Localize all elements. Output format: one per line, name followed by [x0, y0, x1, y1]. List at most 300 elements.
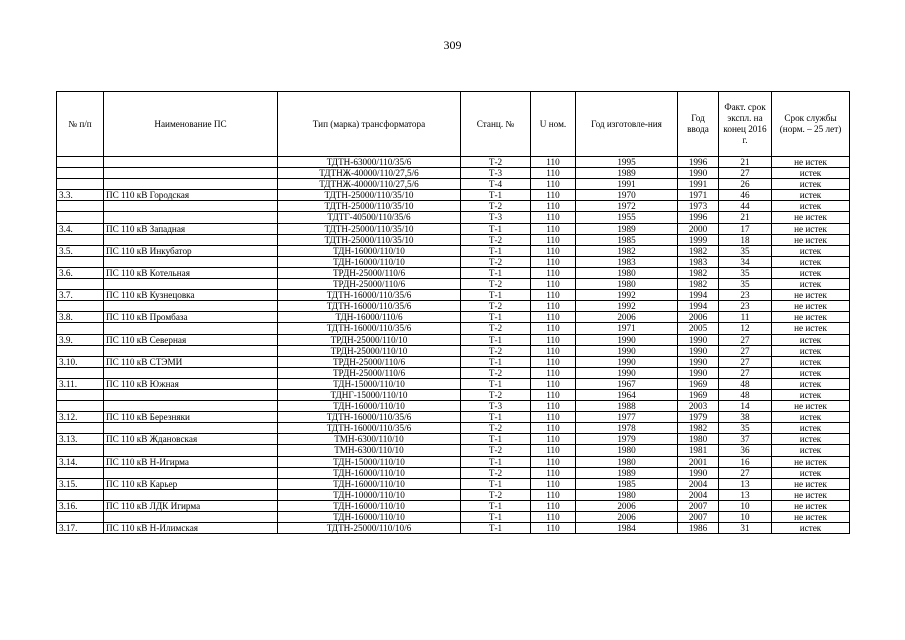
cell-year-manufactured: 1992: [576, 301, 678, 312]
cell-num: 3.12.: [57, 412, 104, 423]
cell-num: [57, 168, 104, 179]
cell-station-number: Т-2: [461, 467, 531, 478]
cell-station-number: Т-3: [461, 212, 531, 223]
cell-year-commissioned: 1969: [678, 389, 719, 400]
cell-voltage: 110: [531, 312, 576, 323]
cell-station-number: Т-1: [461, 434, 531, 445]
cell-year-commissioned: 2004: [678, 489, 719, 500]
table-body: [57, 157, 850, 534]
cell-service-life: истек: [772, 279, 850, 290]
cell-service-life: не истек: [772, 478, 850, 489]
cell-transformer-type: ТРДН-25000/110/10: [278, 334, 461, 345]
cell-actual-years: 10: [719, 500, 772, 511]
cell-year-manufactured: 2006: [576, 512, 678, 523]
cell-voltage: 110: [531, 367, 576, 378]
cell-year-manufactured: 1984: [576, 523, 678, 534]
cell-substation-name: [104, 323, 278, 334]
table-row: [57, 279, 850, 290]
cell-station-number: Т-1: [461, 378, 531, 389]
cell-station-number: Т-1: [461, 456, 531, 467]
cell-year-commissioned: 2005: [678, 323, 719, 334]
cell-transformer-type: ТДТН-25000/110/35/10: [278, 190, 461, 201]
cell-service-life: не истек: [772, 301, 850, 312]
cell-year-manufactured: 1995: [576, 157, 678, 168]
cell-year-commissioned: 1982: [678, 279, 719, 290]
table-row: [57, 323, 850, 334]
cell-year-commissioned: 1973: [678, 201, 719, 212]
cell-service-life: истек: [772, 245, 850, 256]
cell-service-life: истек: [772, 445, 850, 456]
cell-service-life: не истек: [772, 500, 850, 511]
cell-substation-name: [104, 201, 278, 212]
cell-num: [57, 157, 104, 168]
cell-actual-years: 11: [719, 312, 772, 323]
cell-voltage: 110: [531, 323, 576, 334]
cell-station-number: Т-1: [461, 312, 531, 323]
cell-station-number: Т-2: [461, 279, 531, 290]
cell-num: 3.11.: [57, 378, 104, 389]
cell-substation-name: [104, 423, 278, 434]
cell-actual-years: 26: [719, 179, 772, 190]
cell-transformer-type: ТРДН-25000/110/6: [278, 367, 461, 378]
cell-year-commissioned: 1991: [678, 179, 719, 190]
cell-year-commissioned: 1990: [678, 367, 719, 378]
cell-actual-years: 48: [719, 389, 772, 400]
cell-year-commissioned: 1982: [678, 267, 719, 278]
cell-voltage: 110: [531, 290, 576, 301]
cell-year-manufactured: 1989: [576, 467, 678, 478]
cell-voltage: 110: [531, 423, 576, 434]
cell-transformer-type: ТДН-16000/110/10: [278, 245, 461, 256]
cell-year-manufactured: 1979: [576, 434, 678, 445]
table-row: [57, 467, 850, 478]
cell-service-life: истек: [772, 356, 850, 367]
header-service-life: Срок службы (норм. – 25 лет): [772, 92, 850, 157]
table-row: [57, 389, 850, 400]
cell-year-commissioned: 1994: [678, 290, 719, 301]
cell-actual-years: 44: [719, 201, 772, 212]
cell-year-commissioned: 2003: [678, 401, 719, 412]
cell-transformer-type: ТДН-16000/110/10: [278, 401, 461, 412]
cell-transformer-type: ТДН-15000/110/10: [278, 378, 461, 389]
cell-actual-years: 23: [719, 301, 772, 312]
header-actual-years: Факт. срок экспл. на конец 2016 г.: [719, 92, 772, 157]
cell-station-number: Т-1: [461, 190, 531, 201]
cell-service-life: истек: [772, 190, 850, 201]
cell-service-life: не истек: [772, 212, 850, 223]
cell-substation-name: [104, 445, 278, 456]
cell-station-number: Т-2: [461, 367, 531, 378]
cell-service-life: истек: [772, 423, 850, 434]
cell-substation-name: ПС 110 кВ Южная: [104, 378, 278, 389]
cell-voltage: 110: [531, 401, 576, 412]
cell-transformer-type: ТДН-16000/110/10: [278, 512, 461, 523]
cell-transformer-type: ТДН-16000/110/10: [278, 500, 461, 511]
cell-year-manufactured: 1971: [576, 323, 678, 334]
table-row: [57, 478, 850, 489]
cell-substation-name: ПС 110 кВ Кузнецовка: [104, 290, 278, 301]
cell-service-life: истек: [772, 334, 850, 345]
cell-year-manufactured: 1980: [576, 445, 678, 456]
cell-voltage: 110: [531, 201, 576, 212]
cell-transformer-type: ТДТН-16000/110/35/6: [278, 412, 461, 423]
cell-transformer-type: ТДН-16000/110/10: [278, 256, 461, 267]
cell-transformer-type: ТРДН-25000/110/10: [278, 345, 461, 356]
table-row: [57, 345, 850, 356]
cell-substation-name: [104, 401, 278, 412]
cell-station-number: Т-1: [461, 334, 531, 345]
cell-actual-years: 27: [719, 345, 772, 356]
table-row: [57, 356, 850, 367]
cell-transformer-type: ТДТГ-40500/110/35/6: [278, 212, 461, 223]
cell-actual-years: 13: [719, 489, 772, 500]
table-row: [57, 489, 850, 500]
table-row: [57, 267, 850, 278]
cell-voltage: 110: [531, 467, 576, 478]
cell-transformer-type: ТДН-10000/110/10: [278, 489, 461, 500]
cell-year-commissioned: 1979: [678, 412, 719, 423]
cell-actual-years: 16: [719, 456, 772, 467]
cell-actual-years: 27: [719, 467, 772, 478]
cell-actual-years: 35: [719, 245, 772, 256]
cell-year-commissioned: 1980: [678, 434, 719, 445]
cell-actual-years: 27: [719, 356, 772, 367]
cell-service-life: истек: [772, 412, 850, 423]
cell-station-number: Т-1: [461, 523, 531, 534]
table-row: [57, 234, 850, 245]
table-row: [57, 334, 850, 345]
cell-station-number: Т-1: [461, 223, 531, 234]
cell-num: [57, 234, 104, 245]
cell-substation-name: ПС 110 кВ Карьер: [104, 478, 278, 489]
cell-voltage: 110: [531, 179, 576, 190]
cell-year-manufactured: 2006: [576, 500, 678, 511]
cell-service-life: истек: [772, 345, 850, 356]
cell-station-number: Т-1: [461, 478, 531, 489]
cell-service-life: истек: [772, 201, 850, 212]
header-commissioned: Год ввода: [678, 92, 719, 157]
cell-station-number: Т-2: [461, 489, 531, 500]
cell-year-commissioned: 1971: [678, 190, 719, 201]
cell-substation-name: [104, 512, 278, 523]
cell-substation-name: [104, 467, 278, 478]
table-row: [57, 312, 850, 323]
cell-year-manufactured: 1980: [576, 456, 678, 467]
cell-actual-years: 14: [719, 401, 772, 412]
cell-station-number: Т-2: [461, 301, 531, 312]
cell-year-commissioned: 2001: [678, 456, 719, 467]
table-row: [57, 367, 850, 378]
cell-year-commissioned: 2007: [678, 512, 719, 523]
cell-num: [57, 345, 104, 356]
cell-transformer-type: ТДТН-16000/110/35/6: [278, 301, 461, 312]
cell-voltage: 110: [531, 279, 576, 290]
cell-station-number: Т-2: [461, 323, 531, 334]
cell-year-manufactured: 1972: [576, 201, 678, 212]
cell-service-life: не истек: [772, 323, 850, 334]
cell-service-life: истек: [772, 467, 850, 478]
cell-station-number: Т-1: [461, 412, 531, 423]
cell-voltage: 110: [531, 168, 576, 179]
cell-station-number: Т-1: [461, 356, 531, 367]
cell-station-number: Т-2: [461, 256, 531, 267]
cell-num: [57, 401, 104, 412]
cell-substation-name: ПС 110 кВ Городская: [104, 190, 278, 201]
table-row: [57, 456, 850, 467]
cell-service-life: не истек: [772, 234, 850, 245]
cell-year-manufactured: 1990: [576, 356, 678, 367]
cell-substation-name: [104, 179, 278, 190]
cell-num: 3.14.: [57, 456, 104, 467]
cell-service-life: истек: [772, 378, 850, 389]
cell-year-commissioned: 1990: [678, 168, 719, 179]
cell-transformer-type: ТДТН-25000/110/35/10: [278, 201, 461, 212]
table-row: [57, 445, 850, 456]
cell-actual-years: 23: [719, 290, 772, 301]
cell-station-number: Т-3: [461, 168, 531, 179]
table-row: [57, 168, 850, 179]
cell-year-manufactured: 1964: [576, 389, 678, 400]
cell-service-life: не истек: [772, 489, 850, 500]
cell-station-number: Т-4: [461, 179, 531, 190]
cell-station-number: Т-2: [461, 445, 531, 456]
cell-year-commissioned: 1990: [678, 334, 719, 345]
table-row: [57, 223, 850, 234]
cell-actual-years: 27: [719, 367, 772, 378]
cell-num: [57, 512, 104, 523]
cell-num: 3.16.: [57, 500, 104, 511]
cell-transformer-type: ТДТН-16000/110/35/6: [278, 323, 461, 334]
cell-num: [57, 323, 104, 334]
cell-num: 3.13.: [57, 434, 104, 445]
cell-station-number: Т-1: [461, 290, 531, 301]
cell-service-life: истек: [772, 434, 850, 445]
cell-year-commissioned: 1990: [678, 356, 719, 367]
cell-transformer-type: ТДН-15000/110/10: [278, 456, 461, 467]
cell-year-commissioned: 2007: [678, 500, 719, 511]
cell-year-commissioned: 1994: [678, 301, 719, 312]
cell-transformer-type: ТДН-16000/110/10: [278, 467, 461, 478]
cell-transformer-type: ТМН-6300/110/10: [278, 445, 461, 456]
cell-year-manufactured: 1980: [576, 267, 678, 278]
cell-service-life: не истек: [772, 401, 850, 412]
cell-year-commissioned: 2004: [678, 478, 719, 489]
cell-year-manufactured: 1982: [576, 245, 678, 256]
cell-year-manufactured: 1980: [576, 279, 678, 290]
cell-actual-years: 13: [719, 478, 772, 489]
cell-num: 3.10.: [57, 356, 104, 367]
cell-substation-name: [104, 301, 278, 312]
cell-transformer-type: ТДНГ-15000/110/10: [278, 389, 461, 400]
cell-service-life: не истек: [772, 312, 850, 323]
cell-station-number: Т-1: [461, 500, 531, 511]
cell-transformer-type: ТДТН-16000/110/35/6: [278, 290, 461, 301]
cell-station-number: Т-2: [461, 423, 531, 434]
header-voltage: U ном.: [531, 92, 576, 157]
cell-year-commissioned: 2000: [678, 223, 719, 234]
table-row: [57, 201, 850, 212]
cell-substation-name: ПС 110 кВ Инкубатор: [104, 245, 278, 256]
cell-transformer-type: ТДТН-16000/110/35/6: [278, 423, 461, 434]
cell-transformer-type: ТРДН-25000/110/6: [278, 267, 461, 278]
cell-actual-years: 35: [719, 423, 772, 434]
cell-num: 3.7.: [57, 290, 104, 301]
cell-service-life: истек: [772, 179, 850, 190]
cell-year-manufactured: 1988: [576, 401, 678, 412]
cell-station-number: Т-2: [461, 234, 531, 245]
cell-substation-name: ПС 110 кВ Западная: [104, 223, 278, 234]
cell-actual-years: 37: [719, 434, 772, 445]
cell-voltage: 110: [531, 389, 576, 400]
cell-transformer-type: ТДН-16000/110/10: [278, 478, 461, 489]
table-row: [57, 523, 850, 534]
cell-actual-years: 27: [719, 334, 772, 345]
cell-voltage: 110: [531, 256, 576, 267]
cell-substation-name: ПС 110 кВ СТЭМИ: [104, 356, 278, 367]
cell-station-number: Т-1: [461, 267, 531, 278]
cell-voltage: 110: [531, 445, 576, 456]
cell-voltage: 110: [531, 301, 576, 312]
cell-transformer-type: ТДТН-25000/110/10/6: [278, 523, 461, 534]
table-row: [57, 412, 850, 423]
cell-voltage: 110: [531, 212, 576, 223]
cell-voltage: 110: [531, 223, 576, 234]
cell-actual-years: 17: [719, 223, 772, 234]
cell-num: 3.5.: [57, 245, 104, 256]
cell-year-manufactured: 1978: [576, 423, 678, 434]
cell-substation-name: [104, 345, 278, 356]
cell-transformer-type: ТДТНЖ-40000/110/27,5/6: [278, 179, 461, 190]
cell-num: [57, 279, 104, 290]
cell-year-commissioned: 1990: [678, 467, 719, 478]
cell-substation-name: [104, 389, 278, 400]
cell-station-number: Т-2: [461, 389, 531, 400]
table-row: [57, 301, 850, 312]
cell-year-commissioned: 1982: [678, 245, 719, 256]
cell-service-life: не истек: [772, 512, 850, 523]
table-row: [57, 423, 850, 434]
cell-service-life: истек: [772, 256, 850, 267]
cell-year-manufactured: 1990: [576, 334, 678, 345]
cell-year-manufactured: 1967: [576, 378, 678, 389]
cell-year-manufactured: 1990: [576, 345, 678, 356]
cell-voltage: 110: [531, 523, 576, 534]
cell-year-manufactured: 1985: [576, 234, 678, 245]
cell-transformer-type: ТДН-16000/110/6: [278, 312, 461, 323]
cell-transformer-type: ТДТН-25000/110/35/10: [278, 223, 461, 234]
cell-service-life: истек: [772, 389, 850, 400]
cell-service-life: истек: [772, 367, 850, 378]
cell-transformer-type: ТМН-6300/110/10: [278, 434, 461, 445]
cell-substation-name: ПС 110 кВ Промбаза: [104, 312, 278, 323]
table-row: [57, 500, 850, 511]
cell-year-commissioned: 1996: [678, 212, 719, 223]
cell-voltage: 110: [531, 267, 576, 278]
cell-station-number: Т-3: [461, 401, 531, 412]
table-row: [57, 245, 850, 256]
cell-substation-name: [104, 367, 278, 378]
cell-voltage: 110: [531, 412, 576, 423]
cell-year-manufactured: 1992: [576, 290, 678, 301]
cell-substation-name: [104, 234, 278, 245]
cell-year-manufactured: 1991: [576, 179, 678, 190]
cell-substation-name: ПС 110 кВ Березняки: [104, 412, 278, 423]
cell-voltage: 110: [531, 245, 576, 256]
cell-year-manufactured: 1990: [576, 367, 678, 378]
table-row: [57, 157, 850, 168]
cell-voltage: 110: [531, 345, 576, 356]
cell-voltage: 110: [531, 489, 576, 500]
cell-voltage: 110: [531, 512, 576, 523]
cell-actual-years: 36: [719, 445, 772, 456]
table-row: [57, 179, 850, 190]
table-row: [57, 378, 850, 389]
cell-transformer-type: ТРДН-25000/110/6: [278, 356, 461, 367]
cell-num: [57, 423, 104, 434]
cell-station-number: Т-2: [461, 345, 531, 356]
header-num: № п/п: [57, 92, 104, 157]
cell-year-commissioned: 1999: [678, 234, 719, 245]
cell-year-commissioned: 1982: [678, 423, 719, 434]
cell-voltage: 110: [531, 456, 576, 467]
cell-num: 3.8.: [57, 312, 104, 323]
cell-actual-years: 10: [719, 512, 772, 523]
cell-actual-years: 34: [719, 256, 772, 267]
table-row: [57, 212, 850, 223]
cell-voltage: 110: [531, 190, 576, 201]
cell-num: [57, 256, 104, 267]
header-type: Тип (марка) трансформатора: [278, 92, 461, 157]
cell-num: [57, 201, 104, 212]
cell-transformer-type: ТРДН-25000/110/6: [278, 279, 461, 290]
cell-num: [57, 489, 104, 500]
cell-substation-name: [104, 489, 278, 500]
table-row: [57, 256, 850, 267]
cell-num: [57, 212, 104, 223]
cell-transformer-type: ТДТНЖ-40000/110/27,5/6: [278, 168, 461, 179]
cell-year-commissioned: 1969: [678, 378, 719, 389]
table-row: [57, 434, 850, 445]
cell-substation-name: [104, 212, 278, 223]
cell-num: 3.17.: [57, 523, 104, 534]
cell-year-commissioned: 1990: [678, 345, 719, 356]
cell-voltage: 110: [531, 157, 576, 168]
cell-substation-name: [104, 168, 278, 179]
cell-substation-name: ПС 110 кВ ЛДК Игирма: [104, 500, 278, 511]
cell-actual-years: 21: [719, 157, 772, 168]
cell-service-life: не истек: [772, 223, 850, 234]
cell-service-life: не истек: [772, 456, 850, 467]
cell-num: [57, 179, 104, 190]
cell-station-number: Т-1: [461, 512, 531, 523]
cell-station-number: Т-2: [461, 201, 531, 212]
cell-year-manufactured: 1989: [576, 168, 678, 179]
cell-service-life: не истек: [772, 290, 850, 301]
header-station: Станц. №: [461, 92, 531, 157]
cell-voltage: 110: [531, 434, 576, 445]
cell-year-manufactured: 2006: [576, 312, 678, 323]
table-header-row: [57, 92, 850, 157]
cell-year-manufactured: 1985: [576, 478, 678, 489]
cell-num: 3.6.: [57, 267, 104, 278]
cell-actual-years: 38: [719, 412, 772, 423]
table-row: [57, 512, 850, 523]
cell-voltage: 110: [531, 356, 576, 367]
cell-voltage: 110: [531, 234, 576, 245]
table-row: [57, 401, 850, 412]
cell-actual-years: 35: [719, 279, 772, 290]
cell-actual-years: 12: [719, 323, 772, 334]
